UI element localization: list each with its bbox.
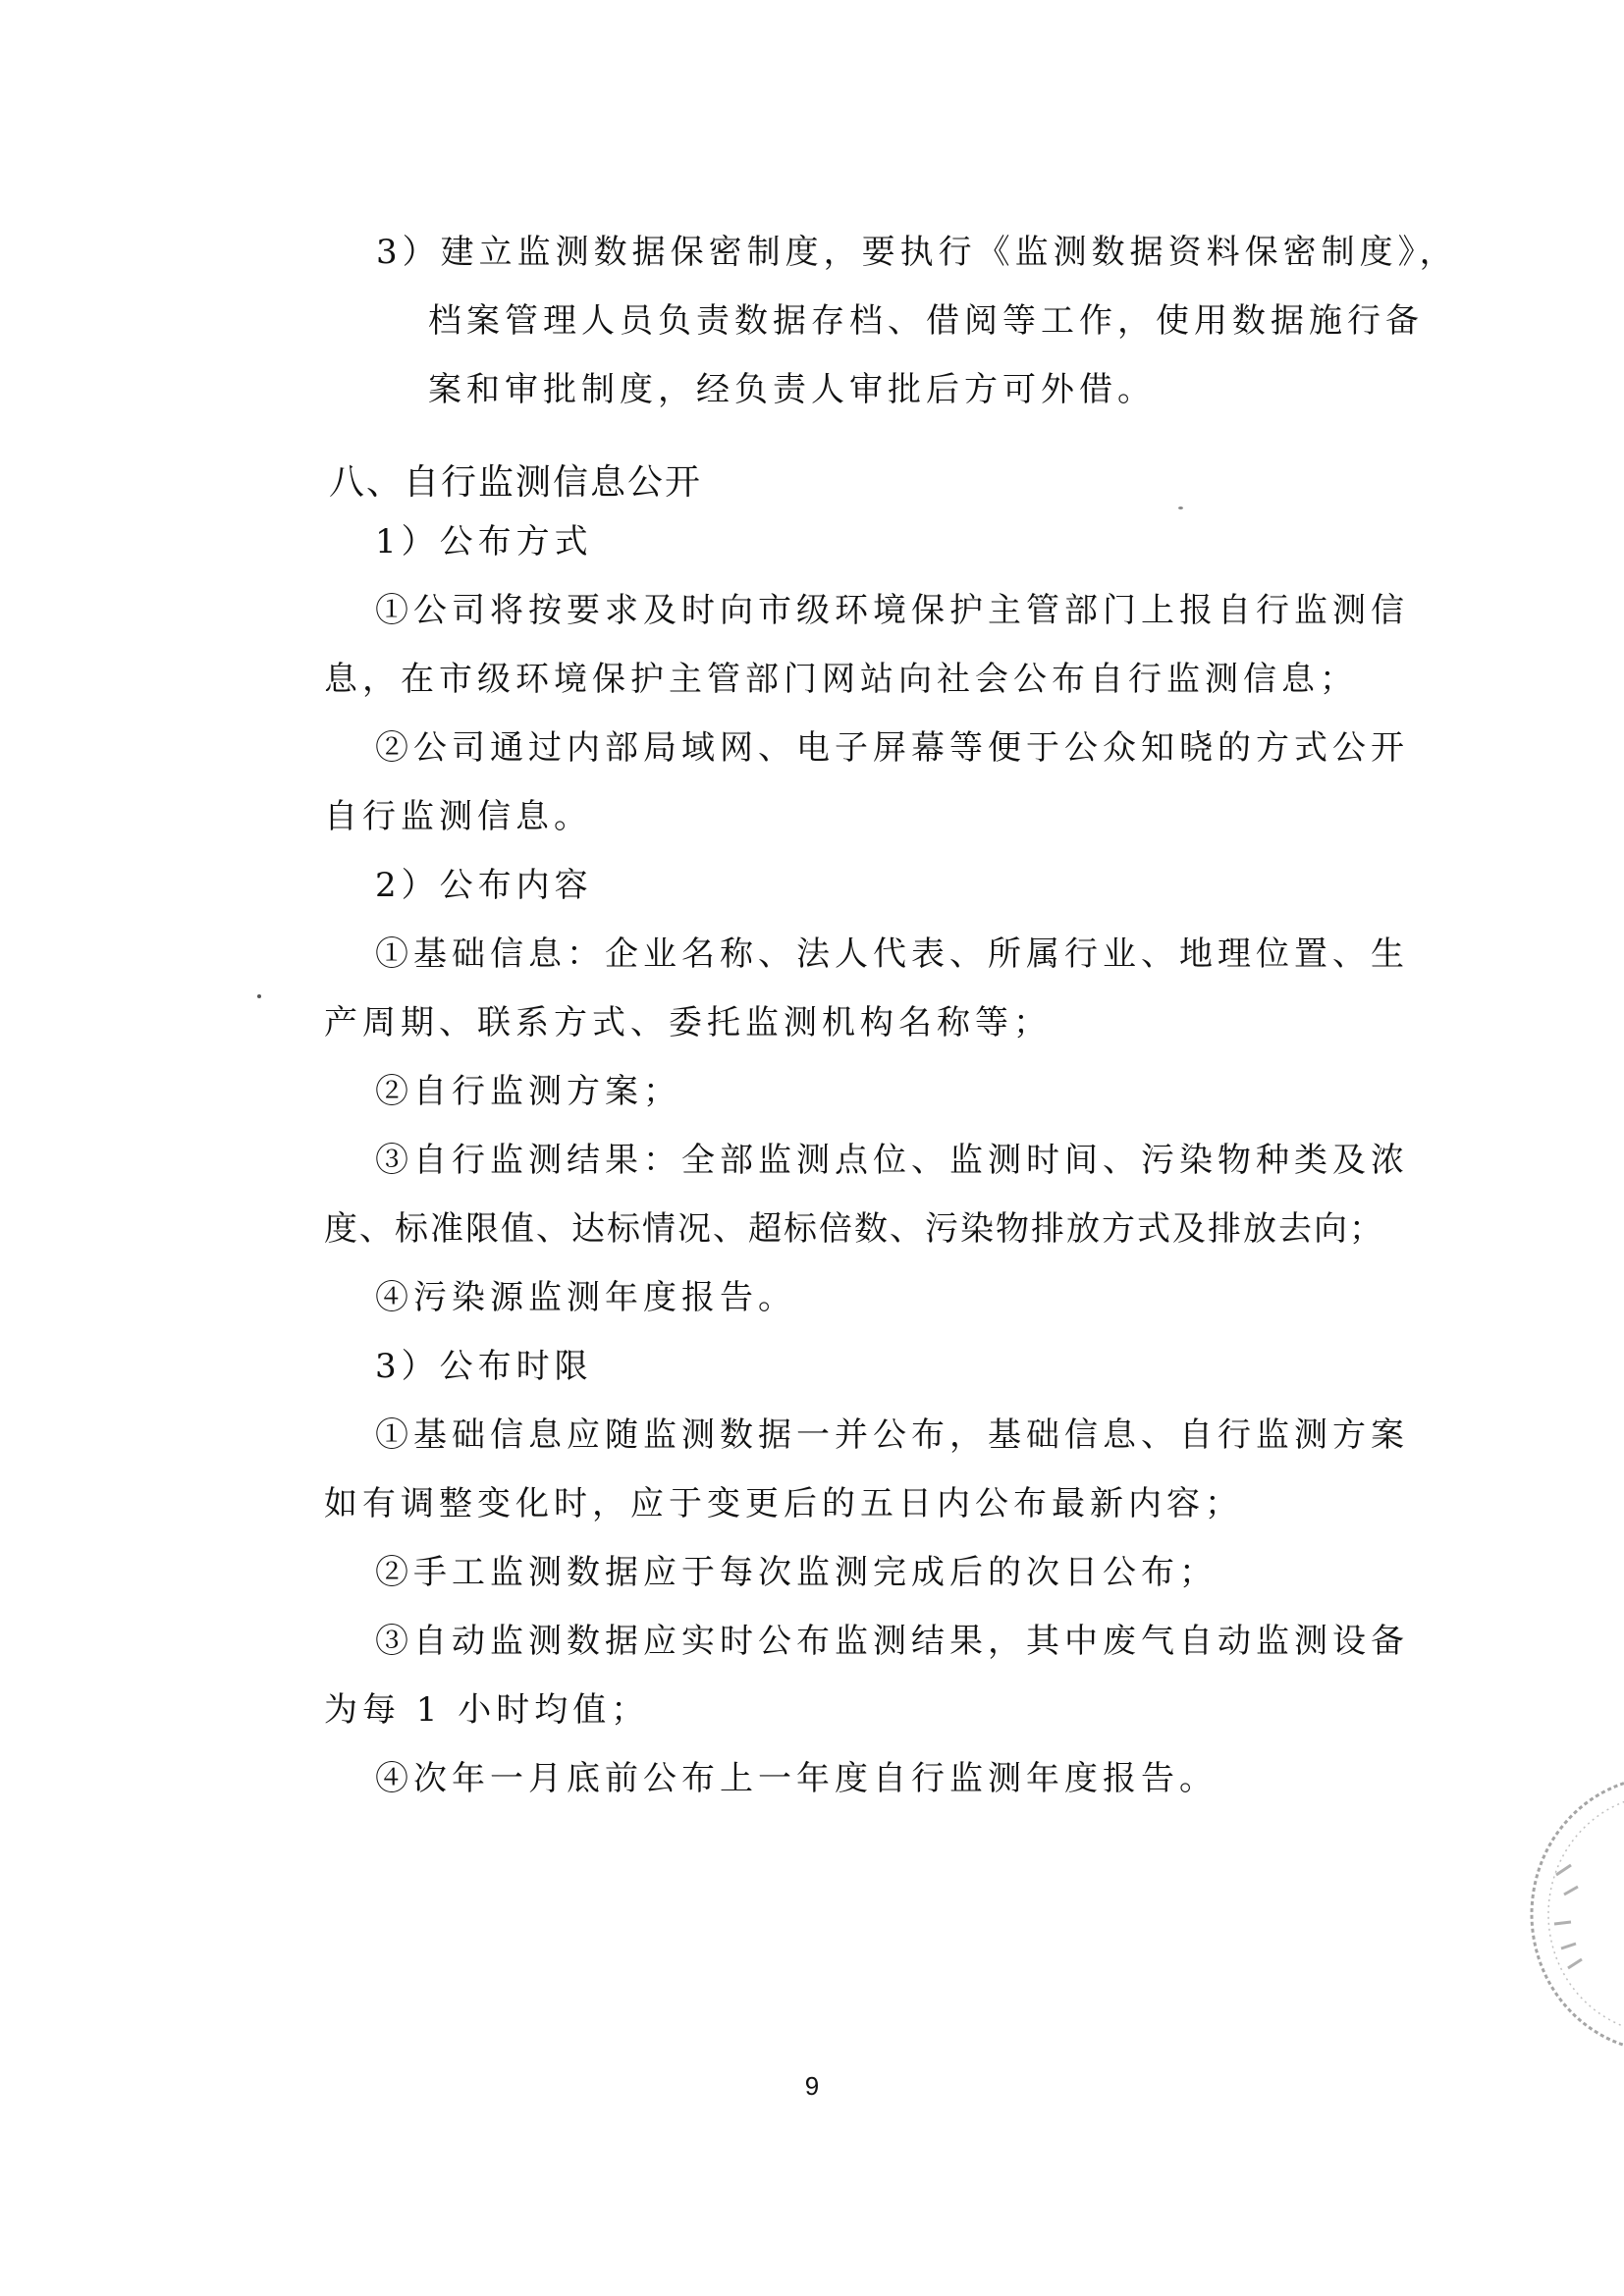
text-line: 度、标准限值、达标情况、超标倍数、污染物排放方式及排放去向； <box>324 1209 1384 1249</box>
text-line: ①公司将按要求及时向市级环境保护主管部门上报自行监测信 <box>375 591 1409 630</box>
text-line: 息，在市级环境保护主管部门网站向社会公布自行监测信息； <box>324 660 1358 699</box>
scan-speck <box>1178 507 1183 509</box>
text-line: 为每 1 小时均值； <box>324 1690 650 1730</box>
page-number: 9 <box>804 2071 820 2101</box>
text-line: 产周期、联系方式、委托监测机构名称等； <box>324 1003 1052 1042</box>
subsection-title: 1）公布方式 <box>375 522 593 561</box>
text-line: 3）建立监测数据保密制度，要执行《监测数据资料保密制度》， <box>376 233 1458 272</box>
text-line: 自行监测信息。 <box>324 797 592 836</box>
text-line: 案和审批制度，经负责人审批后方可外借。 <box>428 370 1156 409</box>
text-line: ①基础信息应随监测数据一并公布，基础信息、自行监测方案 <box>375 1415 1409 1455</box>
text-line: ③自动监测数据应实时公布监测结果，其中废气自动监测设备 <box>375 1622 1409 1661</box>
scan-speck <box>257 994 261 998</box>
text-line: ②自行监测方案； <box>375 1072 681 1111</box>
text-line: ②手工监测数据应于每次监测完成后的次日公布； <box>375 1553 1218 1592</box>
text-line: ①基础信息：企业名称、法人代表、所属行业、地理位置、生 <box>375 934 1409 974</box>
text-line: 如有调整变化时，应于变更后的五日内公布最新内容； <box>324 1484 1243 1523</box>
subsection-1 <box>324 507 1409 1813</box>
seal-stamp-icon <box>1517 1767 1624 2061</box>
text-line: 档案管理人员负责数据存档、借阅等工作，使用数据施行备 <box>428 301 1424 341</box>
subsection-title: 2）公布内容 <box>375 866 593 905</box>
subsection-title: 3）公布时限 <box>375 1347 593 1386</box>
item-3-paragraph <box>376 218 1458 424</box>
text-line: ④污染源监测年度报告。 <box>375 1278 796 1317</box>
text-line: ③自行监测结果：全部监测点位、监测时间、污染物种类及浓 <box>375 1141 1409 1180</box>
text-line: ④次年一月底前公布上一年度自行监测年度报告。 <box>375 1759 1218 1798</box>
text-line: ②公司通过内部局域网、电子屏幕等便于公众知晓的方式公开 <box>375 728 1409 768</box>
section-heading: 八、自行监测信息公开 <box>329 462 703 503</box>
